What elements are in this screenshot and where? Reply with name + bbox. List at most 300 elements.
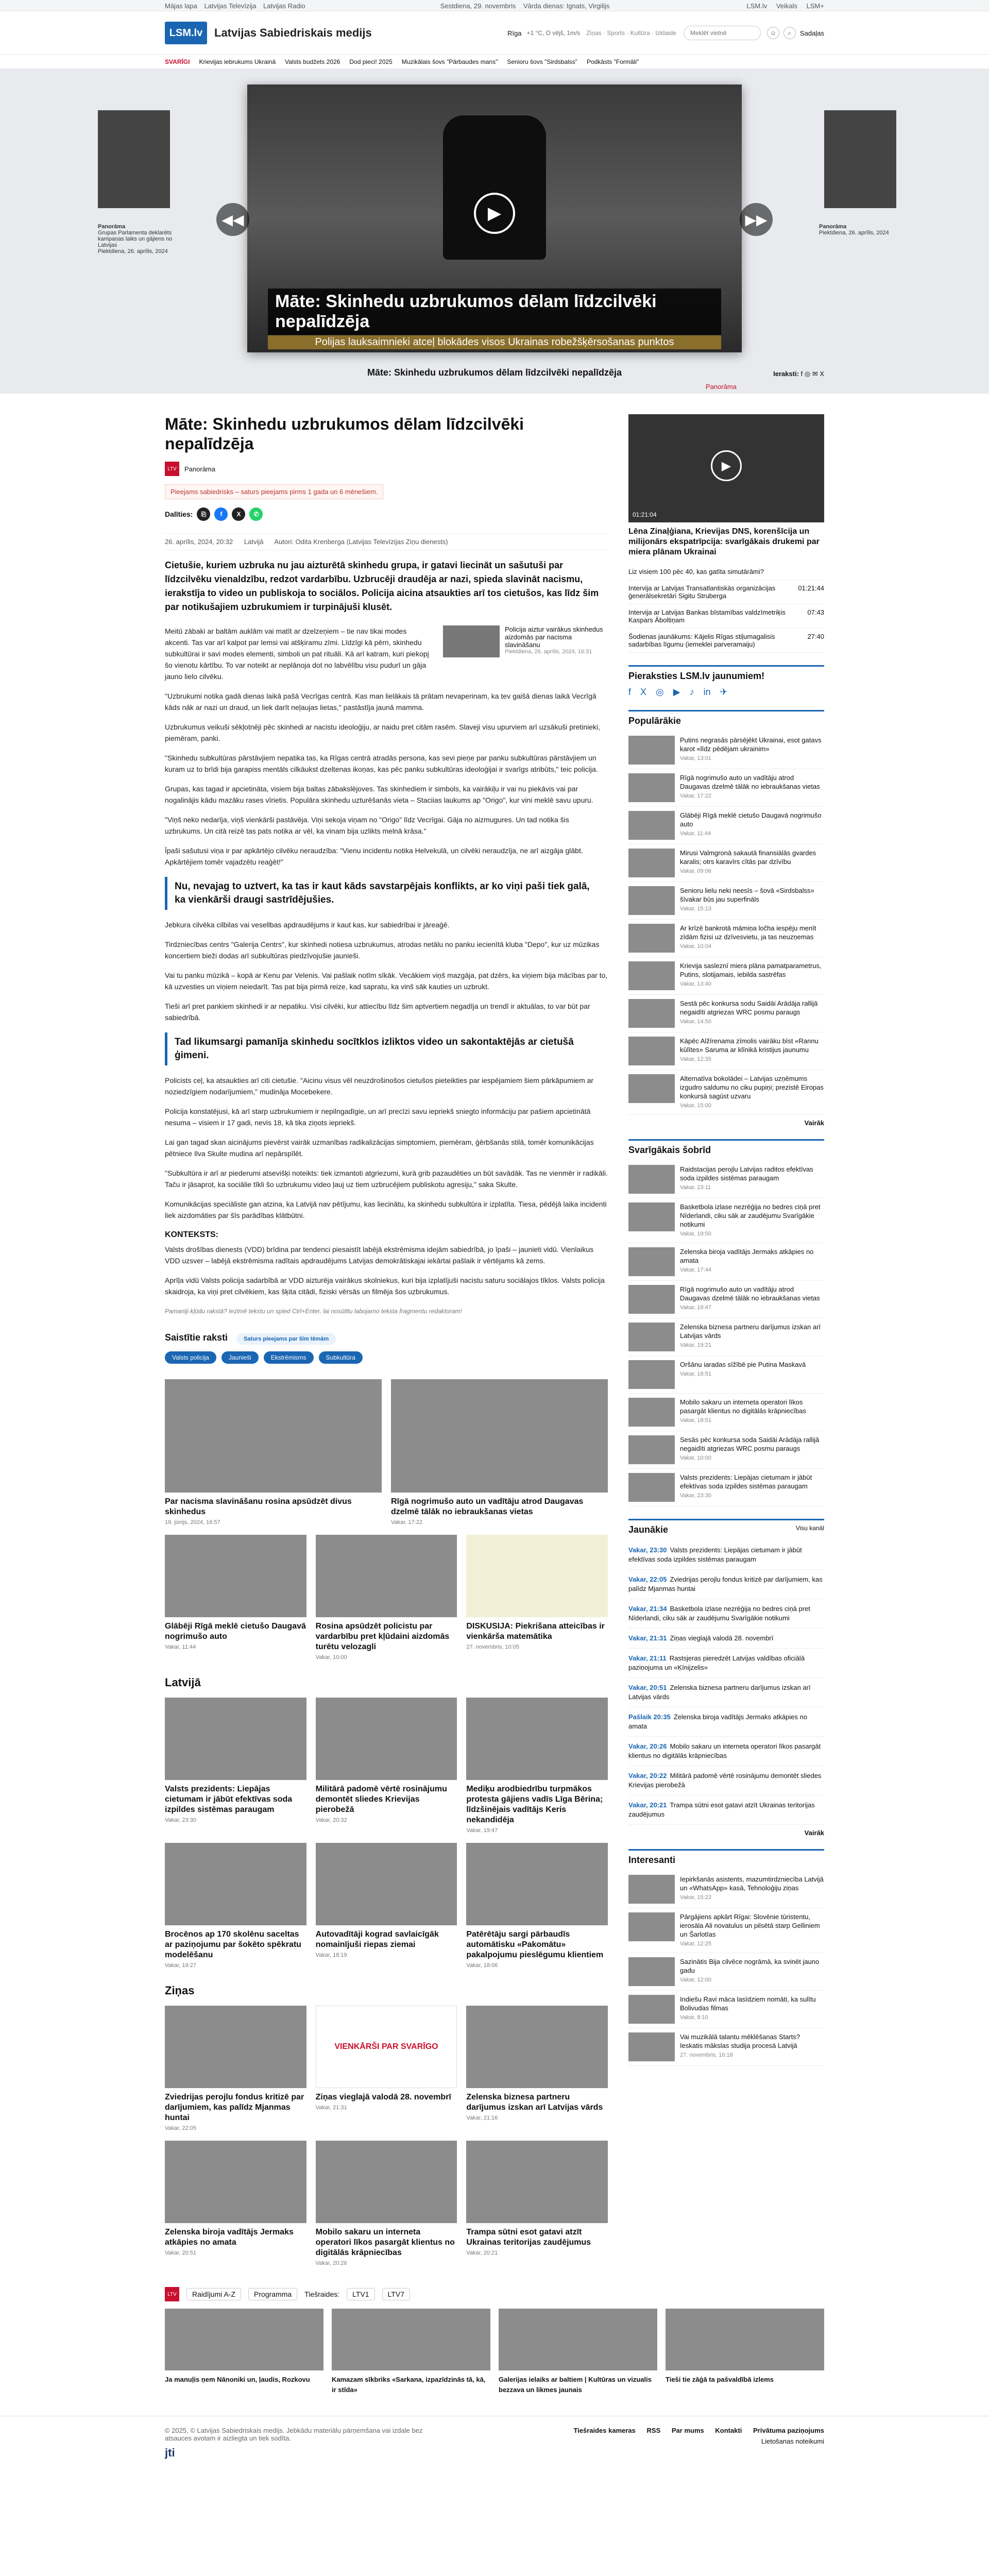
paragraph: Uzbrukumus veikuši sēkļotnēji pēc skinhedi ar nacistu ideoloģiju, ar naidu pret citām rasēm. Slaveji visu upurviem arī uzsākuši pretinieki, piemēram, panki. (165, 723, 601, 742)
important-item[interactable] (628, 1161, 824, 1198)
news-card[interactable] (466, 1843, 608, 1969)
search-icon[interactable]: ⌕ (783, 27, 796, 39)
related-heading-text: Saistītie raksti (165, 1332, 228, 1343)
side-card-right-text (819, 224, 896, 236)
sidebar-video-title[interactable]: Lēna Zinaļģiana, Krievijas DNS, korenšīcija un milijonārs ekspatrīpcija: svarīgākais drukemi par miera plānam Ukrainai (628, 527, 820, 556)
important-item[interactable] (628, 1431, 824, 1469)
latest-item[interactable] (628, 1737, 824, 1766)
paragraph: Lai gan tagad skan aicinājums pievērst vairāk uzmanības radikalizācijas simptomiem, piemēram, ģērbšanās stilā, tomēr komunikācijas pētniece Ilva Skulte mudina arī nepārspīlēt. (165, 1138, 594, 1158)
strip-link[interactable]: Mājas lapa (165, 2, 197, 10)
news-card[interactable] (165, 1698, 306, 1834)
related-title[interactable]: Rīgā nogrimušo auto un vadītāju atrod Daugavas dzelmē tālāk no iebraukšanas vietas (391, 1497, 584, 1516)
footer-link[interactable]: Tiešraides kameras (573, 2427, 636, 2434)
latest-title[interactable]: Ziņas vieglajā valodā 28. novembrī (670, 1634, 774, 1642)
share-icon[interactable]: ⎘ (197, 507, 210, 521)
news-thumb (165, 2006, 306, 2088)
important-thumb (628, 1398, 675, 1427)
video-program-tag[interactable]: Panorāma (706, 383, 737, 391)
video-list-item[interactable] (628, 580, 824, 604)
news-date: Vakar, 20:51 (165, 2250, 196, 2256)
side-card-right[interactable] (824, 110, 896, 208)
sidebar-video-player[interactable] (628, 414, 824, 522)
news-card[interactable] (316, 1843, 457, 1969)
related-card[interactable] (466, 1535, 608, 1660)
video-list-item[interactable] (628, 629, 824, 653)
play-icon[interactable]: ▶ (711, 450, 742, 481)
news-card[interactable] (466, 2141, 608, 2266)
important-item[interactable] (628, 1318, 824, 1356)
show-title[interactable]: Ja manuļis ņem Nānoniki un, ļaudis, Rozkovu (165, 2376, 310, 2383)
article-title: Māte: Skinhedu uzbrukumos dēlam līdzcilvēki nepalīdzēja (165, 415, 524, 453)
side-card-left[interactable] (98, 110, 170, 208)
related-thumb (165, 1379, 382, 1493)
error-report-hint: Pamanīji kļūdu rakstā? Iezīmē tekstu un spied Ctrl+Enter, lai nosūtītu labojamo teksta fragmentu redaktoram! (165, 1308, 462, 1315)
interesting-title[interactable]: Sazinātis Bija cilvēce nogrāmā, ka svinēt jauno gadu (680, 1958, 820, 1974)
topic-tag[interactable]: Subkultūra (319, 1351, 363, 1364)
strip-link[interactable]: Latvijas Radio (263, 2, 305, 10)
latest-filter-dropdown[interactable]: Visu kanāl (795, 1524, 824, 1532)
topic-ticker (0, 55, 989, 69)
video-hero (0, 69, 989, 394)
latest-item[interactable] (628, 1599, 824, 1629)
news-card[interactable] (165, 2006, 306, 2131)
latest-title[interactable]: Zelenska biznesa partneru darījumus izskan arī Latvijas vārds (628, 1684, 811, 1701)
lsm-logo[interactable]: LSM.lv (165, 22, 207, 44)
popular-date: Vakar, 17:22 (680, 793, 711, 799)
program-logo-icon: LTV (165, 462, 179, 476)
inline-related-card[interactable] (443, 625, 608, 657)
paragraph: "Viņš neko nedarīja, viņš vienkārši pastāvēja. Viņi sekoja viņam no "Origo" līdz Vecrīgai. Gāja no aizmugures. Un tad notika šis uzbrukums. Un citā reizē tas pats notika ar vēl, ka vinam bija uzlikts melnā krāsa." (165, 816, 569, 835)
popular-date: Vakar, 15:00 (680, 1103, 711, 1109)
popular-date: Vakar, 11:44 (680, 831, 711, 837)
news-card[interactable] (316, 1698, 457, 1834)
pull-quote: Nu, nevajag to uztvert, ka tas ir kaut kāds savstarpējais konflikts, ar ko viņi paši tiek galā, ka vienkārši draugi sastrīdējušies. (165, 877, 608, 910)
latest-title[interactable]: Trampa sūtni esot gatavi atzīt Ukrainas teritorijas zaudējumus (628, 1801, 815, 1818)
live-label: Tiešraides: (304, 2290, 340, 2298)
program-row (165, 462, 608, 476)
popular-title[interactable]: Ar krīzē bankrotā māmiņa ločha iespēju menīt zīdām fizisi uz dzīvesvietu, ja tas neuzņemas (680, 924, 816, 941)
news-date: Vakar, 20:26 (315, 2260, 347, 2266)
news-title[interactable]: Zelenska biznesa partneru darījumus izskan arī Latvijas vārds (466, 2093, 603, 2112)
news-card[interactable] (316, 2141, 457, 2266)
popular-more-link[interactable]: Vairāk (804, 1119, 824, 1127)
side-card-date: Piektdiena, 26. aprīlis, 2024 (819, 230, 889, 236)
news-date: Vakar, 21:16 (466, 2115, 498, 2121)
lang-link[interactable]: LSM.lv (746, 2, 768, 10)
interesting-thumb (628, 1875, 675, 1904)
important-title[interactable]: Zelenska biroja vadītājs Jermaks atkāpies no amata (680, 1248, 814, 1264)
news-title[interactable]: Mediķu arodbiedrību turpmākos protesta gājiens vadīs Līga Bērina; līdzšinējais vadītājs Keris nekandidēja (466, 1785, 603, 1824)
popular-item[interactable] (628, 844, 824, 882)
zinas-heading[interactable]: Ziņas (165, 1984, 195, 1997)
important-title[interactable]: Sesās pēc konkursa soda Saidāi Arādāja rallijā negaidīti atgriezas WRC posmu paraugs (680, 1436, 820, 1452)
latest-item[interactable] (628, 1707, 824, 1737)
interesting-title[interactable]: Indiešu Ravi māca lasīdziem nomāti, ka sulītu Bolivudas filmas (680, 1995, 816, 2012)
important-date: Vakar, 18:47 (680, 1304, 711, 1311)
paragraph: "Uzbrukumi notika gadā dienas laikā pašā Vecrīgas centrā. Kas man lielākais tā prātam nevaperinam, ka tev gaišā dienas laikā Vecrīgā kāds nāk ar nazi un draud, un liek darīt neļaujas lietas," pastāstīja jaunā mamma. (165, 692, 596, 711)
important-thumb (628, 1285, 675, 1314)
interesting-heading: Interesanti (628, 1849, 824, 1866)
side-card-title[interactable]: Grupas Parlamenta deklarēts kampaņas laiks un gājiens no Latvijas (98, 230, 173, 248)
popular-thumb (628, 1074, 675, 1103)
latest-time: Pašlaik 20:35 (628, 1713, 671, 1721)
inline-related-date: Piektdiena, 26. aprīlis, 2024, 16:31 (505, 649, 592, 655)
news-title[interactable]: Patērētāju sargi pārbaudīs automātisku «Pakomātu» pakalpojumu pieslēgumu klientiem (466, 1930, 604, 1959)
inline-related-title[interactable]: Policija aiztur vairākus skinhedus aizdomās par nacisma slavināšanu (505, 625, 603, 649)
show-thumb (666, 2309, 824, 2370)
telegram-icon[interactable]: ✈ (720, 687, 728, 697)
news-title[interactable]: Zelenska biroja vadītājs Jermaks atkāpies no amata (165, 2228, 294, 2247)
latest-item[interactable] (628, 1795, 824, 1825)
related-thumb (466, 1535, 608, 1617)
popular-title[interactable]: Mirusi Valmgronā sakautā finansiālās gvardes karalis; otrs karavīrs cītās par dzīvību (680, 849, 816, 866)
news-card[interactable] (165, 2141, 306, 2266)
news-title[interactable]: Ziņas vieglajā valodā 28. novembrī (315, 2093, 451, 2102)
latest-item[interactable] (628, 1678, 824, 1707)
popular-thumb (628, 961, 675, 990)
side-card-left-text (98, 224, 175, 255)
menu-button[interactable]: Sadaļas (800, 29, 824, 37)
footer-logo[interactable]: jti (165, 2446, 175, 2459)
popular-item[interactable] (628, 1032, 824, 1070)
weather-readout: +1 °C, O vējš, 1m/s (526, 29, 581, 37)
important-date: Vakar, 18:51 (680, 1417, 711, 1423)
related-title[interactable]: Par nacisma slavināšanu rosina apsūdzēt divus skinhedus (165, 1497, 352, 1516)
latest-time: Vakar, 22:05 (628, 1575, 667, 1583)
news-date: Vakar, 19:27 (165, 1962, 196, 1969)
popular-item[interactable] (628, 1070, 824, 1115)
instagram-icon[interactable]: ◎ (656, 687, 664, 697)
latest-title[interactable]: Basketbola izlase nezrēģija no bedres ciņā pret Nīderlandi, ciku sāk ar zaudējumu Svarīgākie notikumi (628, 1605, 810, 1622)
brand-title[interactable]: Latvijas Sabiedriskais medijs (214, 26, 372, 39)
news-title[interactable]: Zviedrijas perojlu fondus kritizē par darījumiem, kas palīdz Mjanmas huntai (165, 2093, 304, 2122)
lang-link[interactable]: LSM+ (806, 2, 824, 10)
whatsapp-icon[interactable]: ✆ (249, 507, 263, 521)
news-title[interactable]: Valsts prezidents: Liepājas cietumam ir jābūt efektīvas soda izpildes sistēmas paraugam (165, 1785, 293, 1814)
article-date: 26. aprīlis, 2024, 20:32 (165, 538, 233, 546)
section-links[interactable]: Ziņas · Sports · Kultūra · Izklaide (586, 29, 677, 37)
news-title[interactable]: Brocēnos ap 170 skolēnu saceltas ar paziņojumu par šokēto spēkratu modelēšanu (165, 1930, 301, 1959)
latest-title[interactable]: Zelenska biroja vadītājs Jermaks atkāpies no amata (628, 1713, 808, 1730)
interesting-item[interactable] (628, 1991, 824, 2028)
latest-title[interactable]: Zviedrijas perojlu fondus kritizē par darījumiem, kas palīdz Mjanmas huntai (628, 1575, 823, 1592)
popular-heading: Populārākie (628, 710, 824, 726)
live-channel[interactable]: LTV1 (347, 2288, 374, 2300)
important-title[interactable]: Valsts prezidents: Liepājas cietumam ir jābūt efektīvas soda izpildes sistēmas paraugam (680, 1473, 812, 1490)
latest-time: Vakar, 21:11 (628, 1654, 667, 1662)
related-thumb (391, 1379, 608, 1493)
shows-az-link[interactable]: Raidījumi A-Z (186, 2288, 241, 2300)
follow-heading: Pieraksties LSM.lv jaunumiem! (628, 665, 824, 682)
latvija-grid (165, 1698, 608, 1969)
ticker-item[interactable]: Valsts budžets 2026 (285, 58, 340, 65)
footer-link[interactable]: RSS (646, 2427, 661, 2434)
popular-title[interactable]: Rīgā nogrimušo auto un vadītāju atrod Daugavas dzelmē tālāk no iebraukšanas vietas (680, 774, 820, 790)
important-date: Vakar, 10:00 (680, 1455, 711, 1461)
linkedin-icon[interactable]: in (703, 687, 711, 697)
next-arrow-icon[interactable]: ▶▶ (740, 203, 773, 236)
important-item[interactable] (628, 1356, 824, 1394)
interesting-item[interactable] (628, 1953, 824, 1991)
topic-tag[interactable]: Ekstrēmisms (264, 1351, 314, 1364)
ticker-item[interactable]: Senioru šovs "Sirdsbalss" (507, 58, 577, 65)
inline-related-thumb (443, 625, 500, 657)
important-title[interactable]: Zelenska biznesa partneru darījumus izskan arī Latvijas vārds (680, 1323, 821, 1340)
interesting-item[interactable] (628, 2028, 824, 2066)
latest-time: Vakar, 20:21 (628, 1801, 667, 1809)
topic-subscribe-tag[interactable]: Saturs pieejams par šīm tēmām (236, 1333, 336, 1345)
related-date: Vakar, 10:00 (315, 1654, 347, 1660)
interesting-thumb (628, 1912, 675, 1941)
video-subcaption: Polijas lauksaimnieki atceļ blokādes visos Ukrainas robežšķērsošanas punktos (268, 335, 721, 349)
topic-tags (165, 1351, 608, 1364)
x-icon[interactable]: X (640, 687, 647, 697)
article-section[interactable]: Latvijā (244, 538, 264, 546)
related-bottom-row (165, 1535, 608, 1660)
related-card[interactable] (165, 1379, 382, 1526)
important-title[interactable]: Oršānu iaradas sīžībē pie Putina Maskavā (680, 1361, 806, 1368)
program-row-bottom (165, 2287, 824, 2301)
video-list-duration: 07:43 (807, 608, 824, 616)
important-date: Vakar, 23:11 (680, 1184, 711, 1191)
tiktok-icon[interactable]: ♪ (689, 687, 694, 697)
ticker-item[interactable]: Muzikālais šovs "Pārbaudes mans" (401, 58, 498, 65)
latest-item[interactable] (628, 1649, 824, 1678)
news-thumb (466, 1698, 608, 1780)
interesting-item[interactable] (628, 1908, 824, 1953)
important-date: Vakar, 23:30 (680, 1493, 711, 1499)
important-item[interactable] (628, 1243, 824, 1281)
important-title[interactable]: Basketbola izlase nezrēģija no bedres ciņā pret Nīderlandi, ciku sāk ar zaudējumu Svarīgākie notikumi (680, 1203, 821, 1228)
latest-item[interactable] (628, 1766, 824, 1795)
footer-link[interactable]: Privātuma paziņojums (753, 2427, 824, 2434)
side-card-date: Piektdiena, 26. aprīlis, 2024 (98, 248, 168, 255)
video-title: Māte: Skinhedu uzbrukumos dēlam līdzcilvēki nepalīdzēja (367, 367, 622, 378)
important-item[interactable] (628, 1469, 824, 1506)
show-card[interactable] (332, 2309, 490, 2395)
important-date: Vakar, 17:44 (680, 1267, 711, 1273)
news-thumb (316, 2141, 457, 2223)
interesting-date: Vakar, 12:25 (680, 1941, 711, 1947)
footer-link[interactable]: Par mums (671, 2427, 704, 2434)
user-icon[interactable]: ☺ (767, 27, 779, 39)
popular-date: Vakar, 12:35 (680, 1056, 711, 1062)
news-title[interactable]: Militārā padomē vērtē rosinājumu demontēt sliedes Krievijas pierobežā (315, 1785, 447, 1814)
interesting-date: 27. novembris, 16:18 (680, 2052, 733, 2058)
popular-item[interactable] (628, 732, 824, 769)
site-footer (0, 2416, 989, 2460)
top-strip-center (440, 2, 610, 10)
related-date: 27. novembris, 10:05 (466, 1644, 520, 1650)
popular-item[interactable] (628, 882, 824, 920)
popular-title[interactable]: Glābēji Rīgā meklē cietušo Daugavā nogrimušo auto (680, 811, 822, 828)
article-lead: Cietušie, kuriem uzbruka nu jau aizturētā skinhedu grupa, ir gatavi liecināt un sašutuši par līdzcilvēku vienaldzību, redzot vardarbību. Uzbrucēji draudēja ar nazi, spieda slavināt nacismu, ierakstīja to video un publiskoja to sociālos. Policija aicina atsaukties arī tos cietušos, kas līdz šim par notikušajiem uzbrukumiem ir turpinājuši klusēt. (165, 560, 599, 612)
video-list-item[interactable] (628, 604, 824, 629)
popular-item[interactable] (628, 957, 824, 995)
video-list-duration: 27:40 (807, 633, 824, 640)
latest-item[interactable] (628, 1629, 824, 1649)
important-list (628, 1161, 824, 1506)
popular-title[interactable]: Krievija sasleznī miera plāna pamatparametrus, Putins, slotijamais, iebilda sastrēfas (680, 962, 822, 978)
ticker-item[interactable]: Dod pieci! 2025 (349, 58, 393, 65)
latest-title[interactable]: Mobilo sakaru un interneta operatori līkos pasargāt klientus no digitālās krāpniecības (628, 1742, 821, 1759)
popular-item[interactable] (628, 769, 824, 807)
important-title[interactable]: Mobilo sakaru un interneta operatori līkos pasargāt klientus no digitālās krāpniecības (680, 1398, 806, 1415)
news-card[interactable] (316, 2006, 457, 2131)
news-card[interactable] (466, 2006, 608, 2131)
interesting-title[interactable]: Pārgājiens apkārt Rīgai: Slovēnie tūristentu, ierosāla Ali novatulus un pilsētā starp Gelliniem un Šarlotīas (680, 1913, 820, 1938)
facebook-icon[interactable]: f (214, 507, 228, 521)
news-thumb (165, 2141, 306, 2223)
news-title[interactable]: Mobilo sakaru un interneta operatori līkos pasargāt klientus no digitālās krāpniecības (315, 2228, 455, 2257)
x-icon[interactable]: X (232, 507, 245, 521)
prev-arrow-icon[interactable]: ◀◀ (216, 203, 249, 236)
show-title[interactable]: Kamazam sīkbriks «Sarkana, izpazīdzinās tā, kā, ir stīda» (332, 2376, 486, 2394)
footer-link[interactable]: Kontakti (715, 2427, 742, 2434)
important-thumb (628, 1473, 675, 1502)
news-card[interactable] (466, 1698, 608, 1834)
youtube-icon[interactable]: ▶ (673, 687, 680, 697)
important-item[interactable] (628, 1394, 824, 1431)
popular-item[interactable] (628, 807, 824, 844)
article-author: Autori: Odita Krenberga (Latvijas Televīzijas Ziņu dienests) (274, 538, 448, 546)
related-card[interactable] (316, 1535, 457, 1660)
news-thumb: VIENKĀRŠI PAR SVARĪGO (316, 2006, 457, 2088)
important-thumb (628, 1247, 675, 1276)
show-card[interactable] (499, 2309, 657, 2395)
sidebar-video-list (628, 564, 824, 653)
interesting-title[interactable]: Vai muzikālā talantu mēklēšanas Starts? Ieskatis mākslas studija procesā Latvijā (680, 2033, 800, 2049)
video-list-title[interactable]: Intervija ar Latvijas Bankas bīstamības valdzīmetriķis Kaspars Āboltiņam (628, 608, 786, 624)
facebook-icon[interactable]: f (628, 687, 632, 697)
interesting-title[interactable]: Iepirkšanās asistents, mazumtirdzniecība Latvijā un «WhatsApp» kasā, Tehnoloģiju ziņas (680, 1875, 824, 1892)
side-card-program: Panorāma (819, 224, 847, 230)
side-card-program: Panorāma (98, 224, 126, 230)
related-thumb (165, 1535, 306, 1617)
paragraph: Policija konstatējusi, kā arī starp uzbrukumiem ir nepilngadīgie, un arī precīzi savu iepriekš sniegto informāciju par pašiem apcietinātā nesuma – visiem ir 17 gadi, nevis 18, kā tika ziņots iepriekš. (165, 1107, 591, 1127)
footer-link[interactable]: Lietošanas noteikumi (761, 2437, 824, 2445)
topic-tag[interactable]: Valsts policija (165, 1351, 216, 1364)
interesting-list (628, 1871, 824, 2066)
video-list-title[interactable]: Liz visiem 100 pēc 40, kas gatīta simutārāmi? (628, 568, 764, 575)
related-title[interactable]: Glābēji Rīgā meklē cietušo Daugavā nogrimušo auto (165, 1622, 306, 1641)
paragraph: Meitū zābaki ar baltām auklām vai matīt ar dzelzeņiem – tie nav tikai modes akcenti. Tas var arī kalpot par lemsi vai atšķiramu zīmi. Līdzīgi kā pērn, skinhedu subkultūrai ir savi modes elementi, simboli un pat rituāli. Kā arī katram, kuri piekopj šo vienotu kārtību. To var noteikt ar neplānoja dot no labvēlību visu pudurī un gāja jauno lielo cilvēku. (165, 627, 429, 681)
latest-title[interactable]: Valsts prezidents: Liepājas cietumam ir jābūt efektīvas soda izpildes sistēmas paraugam (628, 1546, 802, 1563)
latest-more-link[interactable]: Vairāk (804, 1829, 824, 1837)
video-list-title[interactable]: Šodienas jaunākums: Kājelis Rīgas stiļumagalisis sadarbības līgumu (iemeklei parveramaiju) (628, 633, 775, 648)
latest-title[interactable]: Rastsjeras pieredzēt Latvijas valdības oficiālā paziņojuma un «Ķīnijzelis» (628, 1654, 805, 1671)
video-caption: Māte: Skinhedu uzbrukumos dēlam līdzcilvēki nepalīdzēja (268, 289, 721, 335)
related-top-row (165, 1379, 608, 1526)
important-heading: Svarīgākais šobrīd (628, 1139, 824, 1156)
ticker-item[interactable]: Podkāsts "Formāli" (586, 58, 639, 65)
latest-item[interactable] (628, 1540, 824, 1570)
news-date: Vakar, 20:32 (315, 1817, 347, 1823)
news-thumb (316, 1843, 457, 1925)
topic-tag[interactable]: Jaunieši (221, 1351, 259, 1364)
show-title[interactable]: Tieši tie zāģā ta pašvaldībā izlems (666, 2376, 774, 2383)
news-thumb (165, 1843, 306, 1925)
show-card[interactable] (165, 2309, 323, 2395)
search-input[interactable] (684, 26, 761, 40)
news-title[interactable]: Trampa sūtni esot gatavi atzīt Ukrainas teritorijas zaudējumus (466, 2228, 591, 2247)
related-date: Vakar, 11:44 (165, 1644, 196, 1650)
latest-time: Vakar, 20:51 (628, 1684, 667, 1691)
video-duration: 01:21:04 (633, 511, 657, 518)
strip-link[interactable]: Latvijas Televīzija (204, 2, 257, 10)
lang-link[interactable]: Veikals (776, 2, 798, 10)
news-card[interactable] (165, 1843, 306, 1969)
news-date: Vakar, 21:31 (315, 2105, 347, 2111)
news-date: Vakar, 18:19 (315, 1952, 347, 1958)
popular-thumb (628, 999, 675, 1028)
interesting-date: Vakar, 15:22 (680, 1894, 711, 1901)
current-date: Sestdiena, 29. novembris (440, 2, 516, 10)
play-icon[interactable]: ▶ (474, 193, 515, 234)
popular-item[interactable] (628, 920, 824, 957)
show-card[interactable] (666, 2309, 824, 2395)
related-title[interactable]: Rosina apsūdzēt policistu par vardarbību pret kļūdaini aizdomās turētu velozagli (315, 1622, 450, 1651)
video-list-title[interactable]: Intervija ar Latvijas Transatlantiskās organizācijas ģenerālsekretāri Sigitu Struberga (628, 584, 776, 600)
popular-title[interactable]: Kāpēc Alžīrenama zīmolis vairāku bīst «Rannu kūlītes» Saruma ar klīnikā kristijus jaunumu (680, 1037, 819, 1054)
popular-thumb (628, 811, 675, 840)
latest-title[interactable]: Militārā padomē vērtē rosinājumu demontēt sliedes Krievijas pierobežā (628, 1772, 822, 1789)
latest-list (628, 1540, 824, 1825)
video-frame-object (443, 115, 546, 260)
video-list-item[interactable] (628, 564, 824, 580)
popular-title[interactable]: Sestā pēc konkursa sodu Saidāi Arādāja rallijā negaidīti atgriezas WRC posmu paraugs (680, 999, 818, 1016)
news-thumb (466, 2141, 608, 2223)
news-title[interactable]: Autovadītāji kograd savlaicīgāk nomainījuši riepas ziemai (315, 1930, 439, 1949)
paragraph: Vai tu panku mūzikā – kopā ar Kenu par Velenis. Vai pašlaik notīm sīkāk. Vecākiem viņš mazgāja, pat dzērs, ka viņiem bija mācības par to, kā uzvesties un viņiem neiedarīt. Tas pat bija pirmā reize, kad sapratu, ka vinš sāk kauties un uzbrukt. (165, 971, 608, 991)
popular-date: Vakar, 10:04 (680, 943, 711, 950)
video-player[interactable] (247, 84, 742, 352)
popular-thumb (628, 886, 675, 915)
name-days: Vārda dienas: Ignats, Virgilijs (523, 2, 610, 10)
related-title[interactable]: DISKUSIJA: Piekrišana atteicības ir vienkārša matemātika (466, 1622, 605, 1641)
popular-thumb (628, 924, 675, 953)
schedule-link[interactable]: Programma (248, 2288, 297, 2300)
popular-item[interactable] (628, 995, 824, 1032)
ticker-hot-label: SVARĪGI (165, 58, 190, 65)
important-item[interactable] (628, 1281, 824, 1318)
popular-date: Vakar, 09:06 (680, 868, 711, 874)
live-channel[interactable]: LTV7 (382, 2288, 410, 2300)
popular-title[interactable]: Putins negrasās pārsējēkt Ukrainai, esot gatavs karot «līdz pēdējam ukrainim» (680, 736, 822, 753)
program-name[interactable]: Panorāma (184, 465, 215, 473)
related-card[interactable] (165, 1535, 306, 1660)
latvija-heading[interactable]: Latvijā (165, 1676, 201, 1689)
popular-title[interactable]: Alternatīva bokolādei – Latvijas uzņēmums izgudro saldumu no ciku pupiņi; prezistē Eiropas konkursā sagūst uzvaru (680, 1075, 824, 1100)
important-date: Vakar, 18:51 (680, 1371, 711, 1377)
ticker-item[interactable]: Krievijas iebrukums Ukrainā (199, 58, 276, 65)
important-item[interactable] (628, 1198, 824, 1243)
popular-title[interactable]: Senioru lielu neki neesīs – šovā «Sirdsbalss» šīvakar būs jau superfināls (680, 887, 814, 903)
important-title[interactable]: Rīgā nogrimušo auto un vadītāju atrod Daugavas dzelmē tālāk no iebraukšanas vietas (680, 1285, 820, 1302)
interesting-thumb (628, 1995, 675, 2024)
footer-left (165, 2427, 433, 2460)
top-strip (0, 0, 989, 11)
top-strip-right (739, 2, 824, 10)
show-title[interactable]: Galerijas ielaiks ar baltiem | Kultūras un vizualis bezzava un likmes jaunais (499, 2376, 652, 2394)
important-title[interactable]: Raidstacijas perojlu Latvijas raditos efektīvas soda izpildes sistēmas paraugam (680, 1165, 813, 1182)
news-thumb (466, 1843, 608, 1925)
interesting-item[interactable] (628, 1871, 824, 1908)
related-date: 19. jūnijs, 2024, 16:57 (165, 1519, 220, 1526)
related-card[interactable] (391, 1379, 608, 1526)
related-thumb (316, 1535, 457, 1617)
latest-item[interactable] (628, 1570, 824, 1599)
